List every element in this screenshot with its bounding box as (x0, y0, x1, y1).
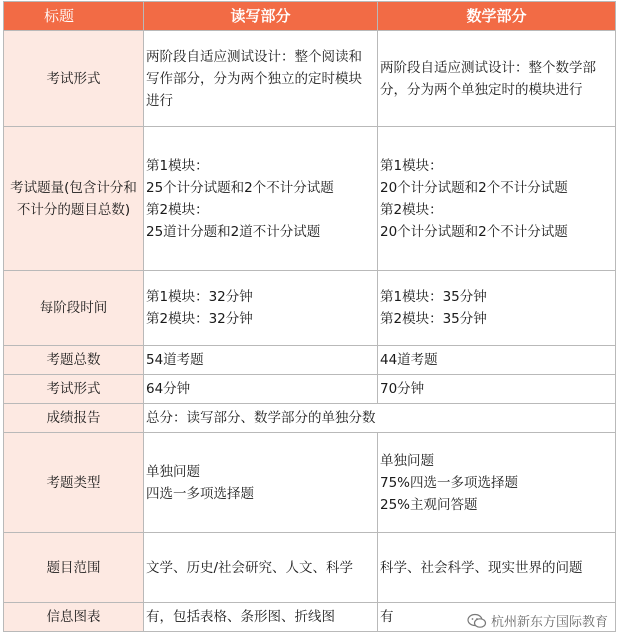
header-row (4, 2, 616, 31)
row-label: 考试题量(包含计分和不计分的题目总数) (4, 127, 144, 271)
cell-line: 单独问题 (146, 463, 200, 480)
table-row (4, 433, 616, 533)
cell-line: 20个计分试题和2个不计分试题 (380, 179, 568, 196)
watermark (467, 611, 608, 630)
table-row (4, 271, 616, 346)
math-cell (378, 271, 616, 346)
math-cell (378, 433, 616, 533)
table-row (4, 375, 616, 404)
cell-line: 第1模块：32分钟 (146, 289, 253, 305)
table-row (4, 31, 616, 127)
math-cell: 70分钟 (378, 375, 616, 404)
row-label: 每阶段时间 (4, 271, 144, 346)
cell-line: 25道计分题和2道不计分试题 (146, 223, 321, 240)
math-cell: 44道考题 (378, 346, 616, 375)
rw-cell: 两阶段自适应测试设计：整个阅读和写作部分，分为两个独立的定时模块进行 (144, 31, 378, 127)
cell-line: 75%四选一多项选择题 (380, 474, 519, 491)
cell-line: 20个计分试题和2个不计分试题 (380, 223, 568, 240)
sat-comparison-table (3, 1, 616, 632)
header-math: 数学部分 (378, 2, 616, 31)
merged-cell: 总分：读写部分、数学部分的单独分数 (144, 404, 616, 433)
row-label: 考试形式 (4, 31, 144, 127)
table-row (4, 127, 616, 271)
rw-cell: 54道考题 (144, 346, 378, 375)
cell-line: 第2模块：32分钟 (146, 311, 253, 327)
row-label: 考题总数 (4, 346, 144, 375)
cell-line: 25个计分试题和2个不计分试题 (146, 179, 334, 196)
cell-line: 第2模块： (146, 201, 209, 218)
row-label: 题目范围 (4, 533, 144, 603)
cell-line: 单独问题 (380, 452, 434, 469)
cell-line: 25%主观问答题 (380, 496, 478, 513)
rw-cell (144, 271, 378, 346)
rw-cell (144, 433, 378, 533)
header-reading-writing: 读写部分 (144, 2, 378, 31)
cell-line: 第1模块： (146, 157, 209, 174)
math-cell: 有 (378, 603, 616, 632)
table-row (4, 404, 616, 433)
cell-line: 四选一多项选择题 (146, 485, 254, 502)
wechat-icon (467, 613, 487, 629)
table-row (4, 346, 616, 375)
watermark-text: 杭州新东方国际教育 (490, 615, 608, 630)
cell-line: 第2模块：35分钟 (380, 311, 487, 327)
table-row (4, 533, 616, 603)
rw-cell: 有，包括表格、条形图、折线图 (144, 603, 378, 632)
row-label: 信息图表 (4, 603, 144, 632)
rw-cell: 文学、历史/社会研究、人文、科学 (144, 533, 378, 603)
cell-line: 第1模块： (380, 157, 443, 174)
row-label: 考题类型 (4, 433, 144, 533)
math-cell: 两阶段自适应测试设计：整个数学部分，分为两个单独定时的模块进行 (378, 31, 616, 127)
header-title: 标题 (4, 2, 144, 31)
rw-cell: 64分钟 (144, 375, 378, 404)
math-cell: 科学、社会科学、现实世界的问题 (378, 533, 616, 603)
rw-cell (144, 127, 378, 271)
math-cell (378, 127, 616, 271)
cell-line: 第2模块： (380, 201, 443, 218)
row-label: 成绩报告 (4, 404, 144, 433)
cell-line: 第1模块：35分钟 (380, 289, 487, 305)
row-label: 考试形式 (4, 375, 144, 404)
